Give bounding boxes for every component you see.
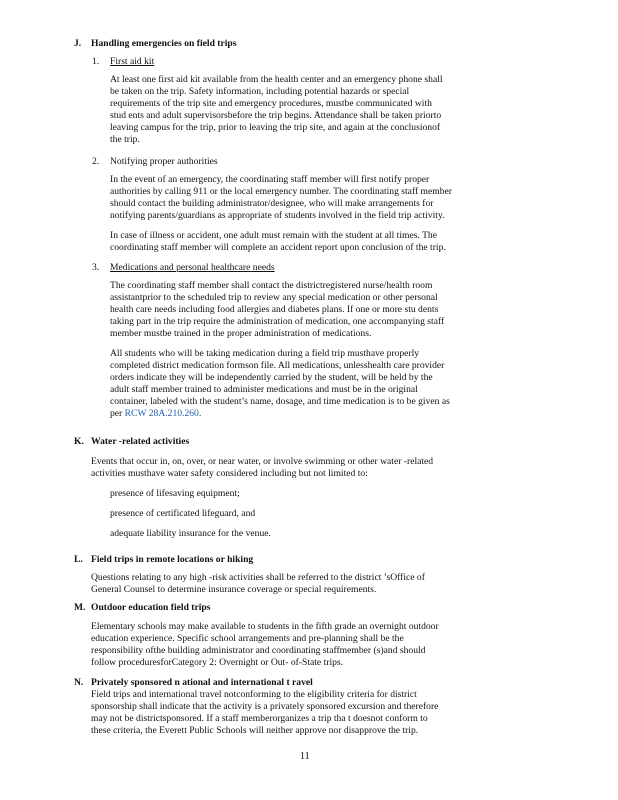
text-line: adult staff member trained to administer medications and must be in the original <box>110 384 418 395</box>
page-number: 11 <box>300 751 310 762</box>
section-m-heading: Outdoor education field trips <box>91 602 211 613</box>
item-j1-heading: First aid kit <box>110 56 155 67</box>
text-line: stud ents and adult supervisorsbefore the trip begins. Attendance shall be taken priorto <box>110 110 442 121</box>
item-j1-number: 1. <box>92 56 100 67</box>
text-line: coordinating staff member will complete an accident report upon conclusion of the trip. <box>110 242 446 253</box>
text-line: Questions relating to any high -risk activities shall be referred to the district ’sOffice of <box>91 572 425 583</box>
bullet-item: adequate liability insurance for the venue. <box>110 528 271 539</box>
section-m-letter: M. <box>74 602 86 613</box>
item-j3-number: 3. <box>92 262 100 273</box>
section-j-letter: J. <box>74 38 82 49</box>
text-line: Elementary schools may make available to students in the fifth grade an overnight outdoor <box>91 621 439 632</box>
text-line: General Counsel to determine insurance coverage or special requirements. <box>91 584 377 595</box>
period: . <box>198 408 202 419</box>
text-line: In the event of an emergency, the coordinating staff member will first notify proper <box>110 174 430 185</box>
text-line: may not be districtsponsored. If a staff memberorganizes a trip tha t doesnot conform to <box>91 713 428 724</box>
text-line: activities musthave water safety considered including but not limited to: <box>91 468 368 479</box>
text-line: orders indicate they will be independently carried by the student, will be held by the <box>110 372 433 383</box>
text-line: follow proceduresforCategory 2: Overnight or Out- of-State trips. <box>91 657 344 668</box>
text-line-with-link <box>110 408 201 420</box>
text-line: member mustbe trained in the proper administration of medications. <box>110 328 372 339</box>
item-j2-number: 2. <box>92 156 100 167</box>
text-line: All students who will be taking medication during a field trip musthave properly <box>110 348 420 359</box>
text-line: leaving campus for the trip, prior to leaving the trip site, and again at the conclusionof <box>110 122 441 133</box>
text-line: be taken on the trip. Safety information, including potential hazards or special <box>110 86 410 97</box>
text-line: The coordinating staff member shall contact the districtregistered nurse/health room <box>110 280 433 291</box>
text-line: assistantprior to the scheduled trip to review any special medication or other personal <box>110 292 438 303</box>
item-j2-heading: Notifying proper authorities <box>110 156 218 167</box>
text-line: the trip. <box>110 134 140 145</box>
text-line: Field trips and international travel notconforming to the eligibility criteria for district <box>91 689 417 700</box>
text-line: education experience. Specific school arrangements and pre-planning shall be the <box>91 633 404 644</box>
bullet-item: presence of lifesaving equipment; <box>110 488 240 499</box>
item-j3-heading: Medications and personal healthcare needs <box>110 262 275 273</box>
section-k-heading: Water -related activities <box>91 436 190 447</box>
bullet-item: presence of certificated lifeguard, and <box>110 508 256 519</box>
text-fragment: per <box>110 408 123 419</box>
text-line: responsibility ofthe building administrator and coordinating staffmember (s)and should <box>91 645 426 656</box>
text-line: notifying parents/guardians as appropriate of students involved in the field trip activity. <box>110 210 445 221</box>
text-line: At least one first aid kit available from the health center and an emergency phone shall <box>110 74 443 85</box>
section-n-letter: N. <box>74 677 84 688</box>
text-line: In case of illness or accident, one adult must remain with the student at all times. The <box>110 230 437 241</box>
text-line: sponsorship shall indicate that the activity is a privately sponsored excursion and therefore <box>91 701 439 712</box>
text-line: taking part in the trip require the administration of medication, one accompanying staff <box>110 316 445 327</box>
text-line: requirements of the trip site and emergency procedures, mustbe communicated with <box>110 98 432 109</box>
section-j-heading: Handling emergencies on field trips <box>91 38 237 49</box>
text-line: authorities by calling 911 or the local emergency number. The coordinating staff member <box>110 186 452 197</box>
text-line: these criteria, the Everett Public Schools will neither approve nor disapprove the trip. <box>91 725 419 736</box>
text-line: should contact the building administrator/designee, who will make arrangements for <box>110 198 434 209</box>
section-l-heading: Field trips in remote locations or hiking <box>91 554 254 565</box>
text-line: completed district medication formson file. All medications, unlesshealth care provider <box>110 360 445 371</box>
text-line: health care needs including food allergies and diabetes plans. If one or more stu dents <box>110 304 439 315</box>
rcw-link[interactable]: RCW 28A.210.260 <box>124 408 199 419</box>
section-l-letter: L. <box>74 554 83 565</box>
text-line: container, labeled with the student’s name, dosage, and time medication is to be given as <box>110 396 450 407</box>
section-n-heading: Privately sponsored n ational and international t ravel <box>91 677 313 688</box>
section-k-letter: K. <box>74 436 84 447</box>
text-line: Events that occur in, on, over, or near water, or involve swimming or other water -related <box>91 456 434 467</box>
